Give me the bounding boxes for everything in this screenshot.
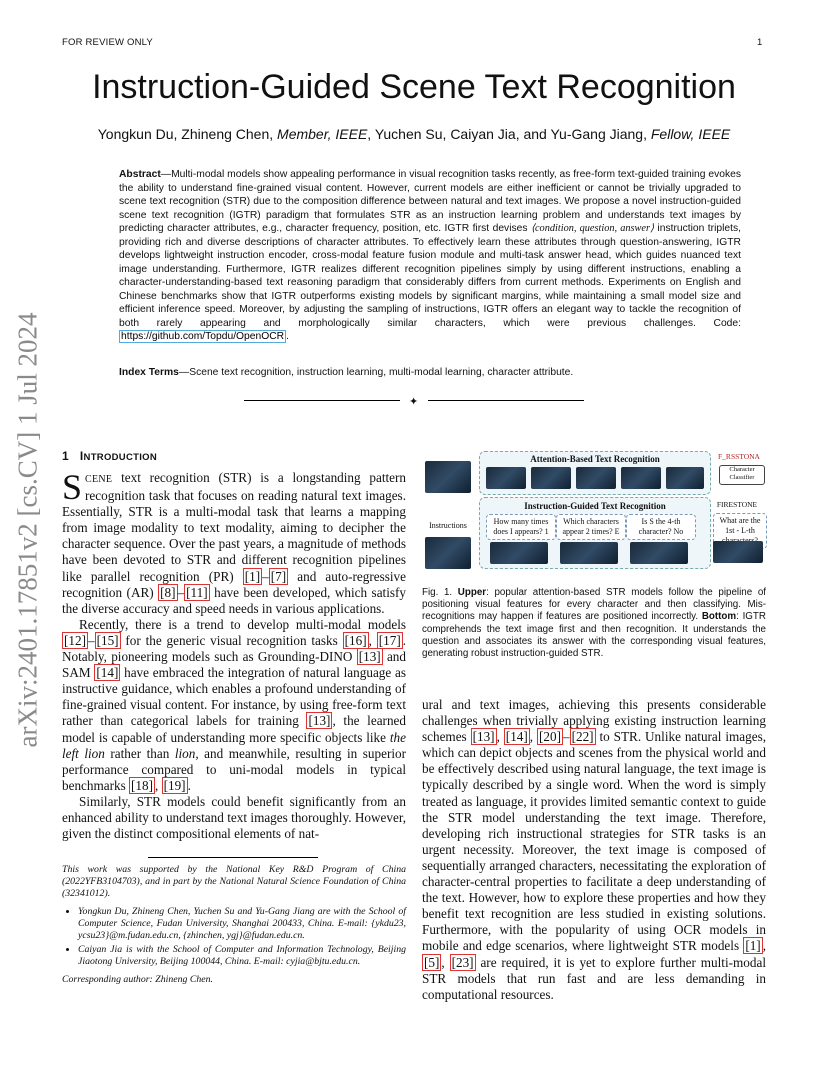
attention-map [621, 467, 661, 489]
citation-link[interactable]: [8] [160, 584, 176, 600]
text-image-top [425, 461, 471, 493]
author-role-2: Fellow, IEEE [650, 126, 731, 142]
answer-map [560, 542, 618, 564]
instruction-box [479, 497, 711, 569]
instruction-question: What are the 1st - L-th [713, 513, 767, 549]
abstract-text-1: —Multi-modal models show appealing performance in visual recognition tasks recently, as free-form text-guided training evokes the ability to understand fine-grained visual content. However, current models are either inefficient or cannot be trivially upgraded to scene text recognition (STR) due to the composition difference between natural and text images. We propose a novel instruction-guided scene text recognition (IGTR) paradigm that formulates STR as an instruction learning problem and understands text images by predicting character attributes, e.g., character frequency, position, etc. IGTR first devises [119, 169, 741, 234]
abstract-text-2: instruction triplets, providing rich and diverse descriptions of character attributes. To effectively learn these attributes through question-answering, IGTR develops lightweight instruction encoder, cross-modal feature fusion module and multi-task answer head, which guides nuanced text image understanding. Furthermore, IGTR realizes different recognition pipelines simply by using different instructions, enabling a character-understanding-based text reasoning paradigm that considerably differs from current methods. Experiments on English and Chinese benchmarks show that IGTR outperforms existing models by significant margins, while maintaining a small model size and efficient inference speed. Moreover, by adjusting the sampling of instructions, IGTR offers an elegant way to tackle the recognition of both rarely appearing and morphologically similar characters, which were previous challenges. Code: [119, 223, 741, 329]
paper-title: Instruction-Guided Scene Text Recognition [92, 68, 736, 106]
instruction-question: Is S the 4-th character? No [626, 514, 696, 540]
section-first-letter: I [79, 449, 84, 463]
index-terms-text: —Scene text recognition, instruction learning, multi-modal learning, character attribute. [178, 367, 574, 378]
section-number: 1 [62, 449, 69, 463]
arxiv-stamp [6, 300, 50, 760]
citation-link[interactable]: [1] [244, 568, 261, 584]
intro-text: to STR. Unlike natural images, which can depict objects and scenes from the physical world and be effectively described using natural language, the text image is typically described by a single word. When the word is simply treated as language, it provides limited semantic context to guide the STR model understanding the text image. Therefore, developing rich instructional strategies for STR tasks is an urgent necessity. Moreover, the text image is composed of sequentially arranged characters, necessitating the exploration of character-central properties to facilitate a deep understanding of the text. However, how to explore these properties and how they benefit text recognition are less studied in existing solutions. Furthermore, with the popularity of using OCR models in mobile and edge scenarios, where lightweight STR models [422, 729, 767, 954]
comma: , [441, 954, 450, 970]
citation-link[interactable]: [16] [344, 632, 367, 648]
comma: , [529, 729, 537, 745]
caption-upper-label: Upper [457, 587, 487, 598]
citation-link[interactable]: [5] [424, 954, 440, 970]
intro-text: for the generic visual recognition tasks [120, 632, 343, 648]
intro-text: and SAM [62, 649, 406, 681]
intro-paragraph-1 [62, 467, 406, 617]
abstract-math: ⟨condition, question, answer⟩ [530, 223, 654, 234]
intro-text: text recognition (STR) is a longstanding pattern recognition task that focuses on reading natural text images. Essentially, STR is a multi-modal task that learns a mapping from image modality to text modality, aiming to decipher the character sequence. Over the past years, a magnitude of methods have been devoted to STR and different recognition pipelines like parallel recognition (PR) [62, 470, 406, 584]
attention-box [479, 451, 711, 495]
figure-1-caption [422, 587, 766, 660]
intro-text: rather than [104, 745, 175, 761]
intro-text: and auto-regressive recognition (AR) [62, 568, 406, 600]
text-image-bottom [425, 537, 471, 569]
instruction-question: Which characters appear 2 times? E [556, 514, 626, 540]
intro-text: are required, it is yet to explore further multi-modal STR models that run fast and are less demanding in computational resources. [422, 954, 766, 1002]
intro-text: have been developed, which satisfy the diverse accuracy and speed needs in various applications. [62, 584, 406, 616]
footnote-rule [148, 857, 318, 858]
instruction-question: How many times does I appears? 1 [486, 514, 556, 540]
character-classifier: Character Classifier [719, 465, 765, 485]
funding-note: This work was supported by the National Key R&D Program of China (2022YFB3104703), and in part by the National Natural Science Foundation of China (32341012). [62, 864, 406, 899]
intro-emphasis: the left lion [62, 729, 406, 761]
citation-link[interactable]: [22] [571, 729, 594, 745]
affiliation-item: • Caiyan Jia is with the School of Computer and Information Technology, Beijing Jiaotong University, Beijing 100044, China. E-mail: cyjia@bjtu.edu.cn. [78, 944, 406, 968]
citation-link[interactable]: [18] [131, 777, 153, 793]
citation-link[interactable]: [7] [270, 568, 287, 584]
citation-link[interactable]: [12] [64, 632, 86, 648]
dash: – [87, 632, 95, 648]
attention-map [666, 467, 704, 489]
code-link[interactable]: https://github.com/Topdu/OpenOCR [121, 331, 285, 342]
intro-text: , and meanwhile, resulting in superior performance compared to uni-modal models in typical benchmarks [62, 745, 406, 793]
caption-text: : IGTR comprehends the text image first and then recognition. It understands the question and associates its answer with the corresponding visual features, generating robust instruction-guided STR. [422, 611, 766, 660]
comma: , [155, 777, 162, 793]
citation-link[interactable]: [11] [186, 584, 208, 600]
instruction-title: Instruction-Guided Text Recognition [524, 501, 666, 511]
citation-link[interactable]: [1] [745, 938, 761, 954]
attention-map [531, 467, 571, 489]
intro-right-column [422, 697, 766, 1003]
intro-text: . [187, 777, 191, 793]
caption-label: Fig. 1. [422, 587, 458, 598]
author-list [60, 126, 768, 142]
caption-bottom-label: Bottom [701, 611, 737, 623]
drop-cap: S [62, 467, 83, 507]
authors-part2: , Yuchen Su, Caiyan Jia, and Yu-Gang Jiang, [367, 126, 651, 142]
attention-title: Attention-Based Text Recognition [530, 454, 660, 464]
comma: , [762, 938, 766, 954]
intro-left-column [62, 467, 407, 842]
dash: – [562, 729, 570, 745]
bottom-output: FIRESTONE [716, 500, 758, 509]
citation-link[interactable]: [17] [378, 632, 401, 648]
abstract-label: Abstract [119, 169, 161, 180]
intro-text: ural and text images, achieving this presents considerable challenges when trivially applying existing instruction learning schemes [422, 697, 766, 745]
figure-1 [423, 447, 766, 575]
intro-paragraph-2 [62, 617, 406, 794]
citation-link[interactable]: [14] [96, 665, 119, 681]
corresponding-author: Corresponding author: Zhineng Chen. [62, 974, 213, 985]
answer-map [630, 542, 688, 564]
citation-link[interactable]: [23] [451, 954, 474, 970]
intro-text: , the learned model is capable of understanding more specific objects like [62, 713, 406, 745]
citation-link[interactable]: [13] [358, 649, 381, 665]
intro-emphasis: lion [174, 745, 196, 761]
section-heading [62, 449, 157, 463]
attention-map [486, 467, 526, 489]
divider-diamond-icon: ✦ [409, 396, 419, 408]
answer-map [490, 542, 548, 564]
authors-part1: Yongkun Du, Zhineng Chen, [97, 126, 278, 142]
comma: , [496, 729, 504, 745]
affiliation-list [62, 906, 406, 968]
citation-link[interactable]: [13] [308, 713, 331, 729]
footnotes [62, 864, 406, 992]
attention-map [576, 467, 616, 489]
affiliation-item: • Yongkun Du, Zhineng Chen, Yuchen Su and Yu-Gang Jiang are with the School of Computer Science, Fudan University, Shanghai 200433, China. E-mail: {ykdu23, ycsu23}@m.fudan.edu.cn, {zhinchen, ygj}@fudan.edu.cn. [78, 906, 406, 942]
divider-line-left [244, 400, 400, 401]
citation-link[interactable]: [20] [539, 729, 561, 745]
section-title-rest: NTRODUCTION [83, 452, 158, 463]
citation-link[interactable]: [19] [163, 777, 186, 793]
page-number: 1 [757, 37, 763, 48]
dash: – [177, 584, 185, 600]
arxiv-stamp-text: arXiv:2401.17851v2 [cs.CV] 1 Jul 2024 [12, 312, 43, 748]
caption-text: : popular attention-based STR models follow the pipeline of positioning visual features for every character and then classifying. Mis-recognitions may happen if features are positioned incorrectly. [422, 587, 766, 623]
answer-map [713, 541, 763, 563]
index-terms-label: Index Terms [119, 367, 179, 378]
intro-text: . Notably, pioneering models such as Grounding-DINO [62, 632, 407, 665]
intro-text: have embraced the integration of natural language as instructive guidance, which enables a profound understanding of fine-grained visual content. For instance, by using free-form text rather than categorical labels for training [62, 665, 406, 729]
intro-paragraph-3: Similarly, STR models could benefit significantly from an enhanced ability to understand text images thoroughly. However, given the distinct compositional elements of nat- [62, 793, 406, 842]
running-header: FOR REVIEW ONLY [62, 37, 153, 48]
intro-smallcaps: CENE [85, 474, 113, 485]
citation-link[interactable]: [13] [472, 729, 495, 745]
abstract [119, 168, 741, 344]
instructions-label: Instructions [429, 521, 467, 530]
intro-paragraph-continued [422, 697, 766, 1003]
section-divider [244, 395, 584, 407]
citation-link[interactable]: [14] [505, 729, 528, 745]
dash: – [262, 568, 269, 584]
intro-text: Recently, there is a trend to develop multi-modal models [79, 616, 406, 632]
divider-line-right [428, 400, 584, 401]
comma: , [368, 632, 377, 648]
citation-link[interactable]: [15] [96, 632, 119, 648]
top-output: F_RSSTONA [718, 452, 760, 461]
author-role-1: Member, IEEE [277, 126, 368, 142]
index-terms [119, 367, 741, 378]
abstract-end: . [286, 331, 289, 342]
